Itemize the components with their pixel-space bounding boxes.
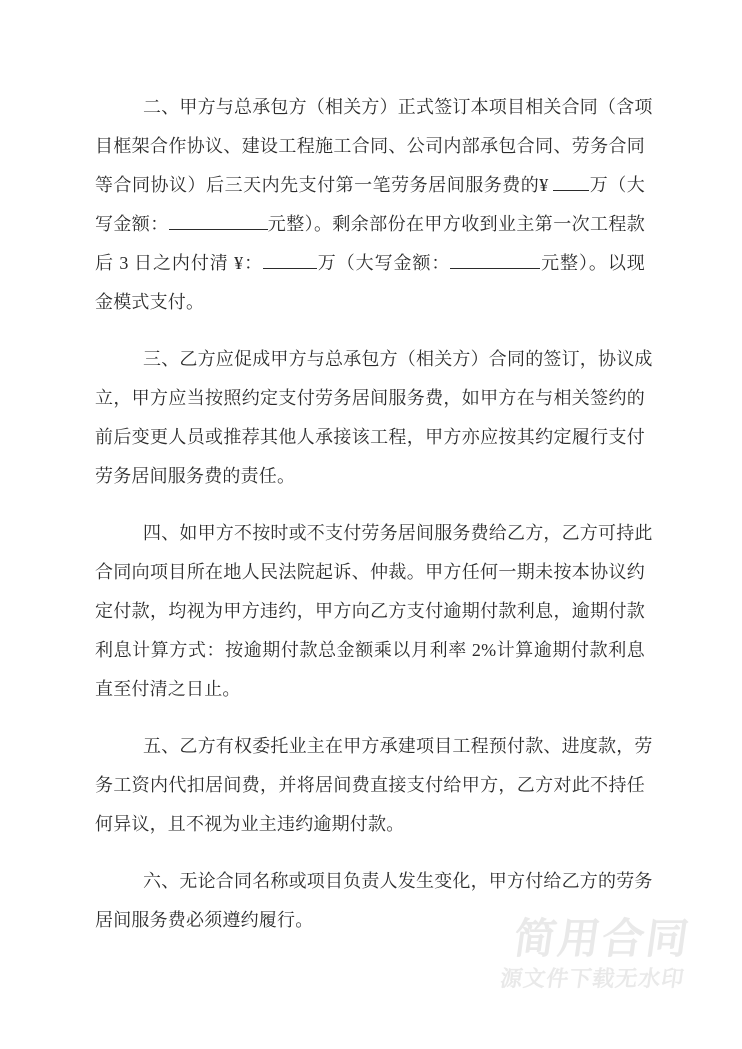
clause-line: 金模式支付。	[95, 292, 205, 312]
clause-line: 写金额： 元整）。剩余部份在甲方收到业主第一次工程款	[95, 214, 645, 234]
clause-line: 务工资内代扣居间费，并将居间费直接支付给甲方，乙方对此不持任	[95, 775, 645, 795]
watermark	[499, 916, 694, 991]
clause-line: 五、乙方有权委托业主在甲方承建项目工程预付款、进度款，劳	[143, 736, 653, 756]
clause-line: 何异议，且不视为业主违约逾期付款。	[95, 814, 405, 834]
clause-line: 二、甲方与总承包方（相关方）正式签订本项目相关合同（含项	[143, 97, 653, 117]
watermark-subtitle: 源文件下载无水印	[498, 966, 687, 991]
clause-line: 四、如甲方不按时或不支付劳务居间服务费给乙方，乙方可持此	[143, 523, 653, 543]
clause-line: 前后变更人员或推荐其他人承接该工程，甲方亦应按其约定履行支付	[95, 427, 645, 447]
clause-line: 等合同协议）后三天内先支付第一笔劳务居间服务费的¥ 万（大	[95, 175, 645, 195]
contract-clause	[95, 514, 653, 709]
fill-in-blank	[450, 253, 540, 269]
contract-clause	[95, 340, 653, 496]
clause-line: 合同向项目所在地人民法院起诉、仲裁。甲方任何一期未按本协议约	[95, 562, 645, 582]
fill-in-blank	[263, 253, 317, 269]
contract-clause	[95, 88, 653, 322]
clause-line: 后 3 日之内付清 ¥： 万（大写金额： 元整）。以现	[95, 253, 646, 273]
contract-body	[95, 88, 653, 958]
clause-line: 六、无论合同名称或项目负责人发生变化，甲方付给乙方的劳务	[143, 871, 653, 891]
clause-line: 三、乙方应促成甲方与总承包方（相关方）合同的签订，协议成	[143, 349, 653, 369]
clause-line: 利息计算方式：按逾期付款总金额乘以月利率 2%计算逾期付款利息	[95, 640, 645, 660]
clause-line: 立，甲方应当按照约定支付劳务居间服务费，如甲方在与相关签约的	[95, 388, 645, 408]
clause-line: 目框架合作协议、建设工程施工合同、公司内部承包合同、劳务合同	[95, 136, 645, 156]
clause-line: 居间服务费必须遵约履行。	[95, 910, 314, 930]
fill-in-blank	[169, 214, 268, 230]
clause-line: 劳务居间服务费的责任。	[95, 466, 296, 486]
clause-line: 直至付清之日止。	[95, 679, 241, 699]
contract-clause	[95, 727, 653, 844]
watermark-title: 简用合同	[510, 915, 694, 962]
fill-in-blank	[553, 175, 589, 191]
clause-line: 定付款，均视为甲方违约，甲方向乙方支付逾期付款利息，逾期付款	[95, 601, 645, 621]
